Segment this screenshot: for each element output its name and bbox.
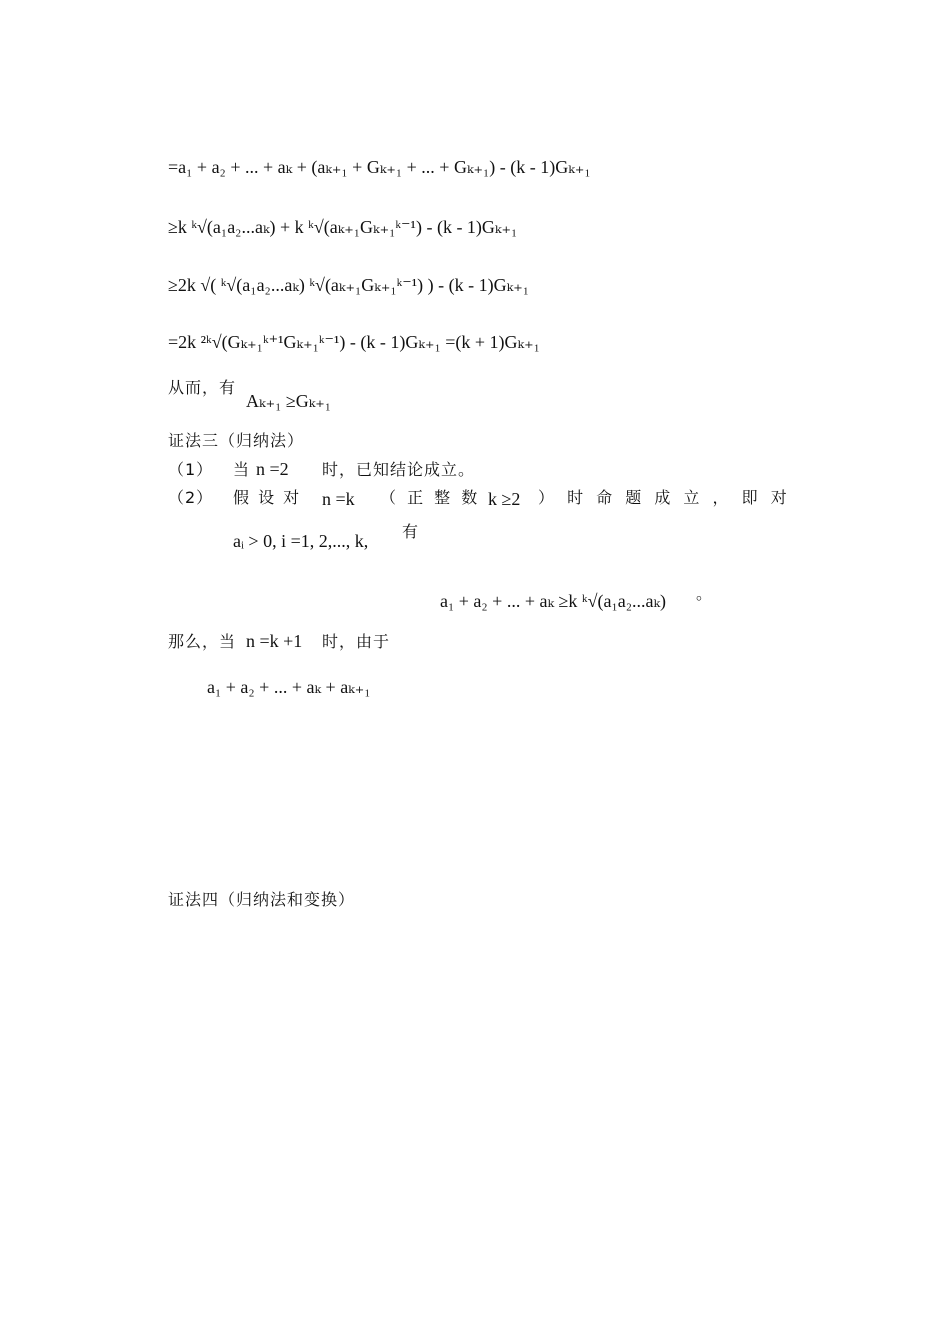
equation-line-1: =a₁ + a₂ + ... + aₖ + (aₖ₊₁ + Gₖ₊₁ + ... + Gₖ₊₁) - (k - 1)Gₖ₊₁ bbox=[168, 157, 591, 177]
thus-formula: Aₖ₊₁ ≥Gₖ₊₁ bbox=[246, 391, 332, 411]
step2-condition-text: 有 bbox=[402, 522, 420, 541]
then-post: 时，由于 bbox=[322, 632, 391, 651]
step1-label: （1） bbox=[168, 460, 214, 479]
proof3-heading: 证法三（归纳法） bbox=[168, 431, 305, 450]
step2-formula-b: k ≥2 bbox=[488, 489, 521, 509]
thus-text: 从而，有 bbox=[168, 378, 237, 397]
equation-line-3: ≥2k √( ᵏ√(a₁a₂...aₖ) ᵏ√(aₖ₊₁Gₖ₊₁ᵏ⁻¹) ) - (k - 1)Gₖ₊₁ bbox=[168, 275, 529, 295]
equation-line-2: ≥k ᵏ√(a₁a₂...aₖ) + k ᵏ√(aₖ₊₁Gₖ₊₁ᵏ⁻¹) - (k - 1)Gₖ₊₁ bbox=[168, 217, 518, 237]
then-formula: n =k +1 bbox=[246, 631, 303, 651]
step2-text-a: 假 设 对 bbox=[233, 488, 302, 507]
step2-condition-formula: aᵢ > 0, i =1, 2,..., k, bbox=[233, 531, 369, 551]
then-pre: 那么，当 bbox=[168, 632, 237, 651]
step1-pre: 当 bbox=[233, 460, 251, 479]
step1-formula: n =2 bbox=[256, 459, 289, 479]
step2-formula-a: n =k bbox=[322, 489, 355, 509]
step2-text-b: （ 正 整 数 bbox=[380, 488, 481, 507]
proof4-heading: 证法四（归纳法和变换） bbox=[168, 890, 356, 909]
step2-text-c: ） 时 命 题 成 立 ， 即 对 bbox=[538, 488, 791, 507]
equation-line-4: =2k ²ᵏ√(Gₖ₊₁ᵏ⁺¹Gₖ₊₁ᵏ⁻¹) - (k - 1)Gₖ₊₁ =(k + 1)Gₖ₊₁ bbox=[168, 332, 540, 352]
hypothesis-formula: a₁ + a₂ + ... + aₖ ≥k ᵏ√(a₁a₂...aₖ) bbox=[440, 591, 667, 611]
step2-label: （2） bbox=[168, 488, 214, 507]
step1-post: 时，已知结论成立。 bbox=[322, 460, 476, 479]
sum-formula: a₁ + a₂ + ... + aₖ + aₖ₊₁ bbox=[207, 677, 371, 697]
hypothesis-end: 。 bbox=[696, 584, 714, 603]
